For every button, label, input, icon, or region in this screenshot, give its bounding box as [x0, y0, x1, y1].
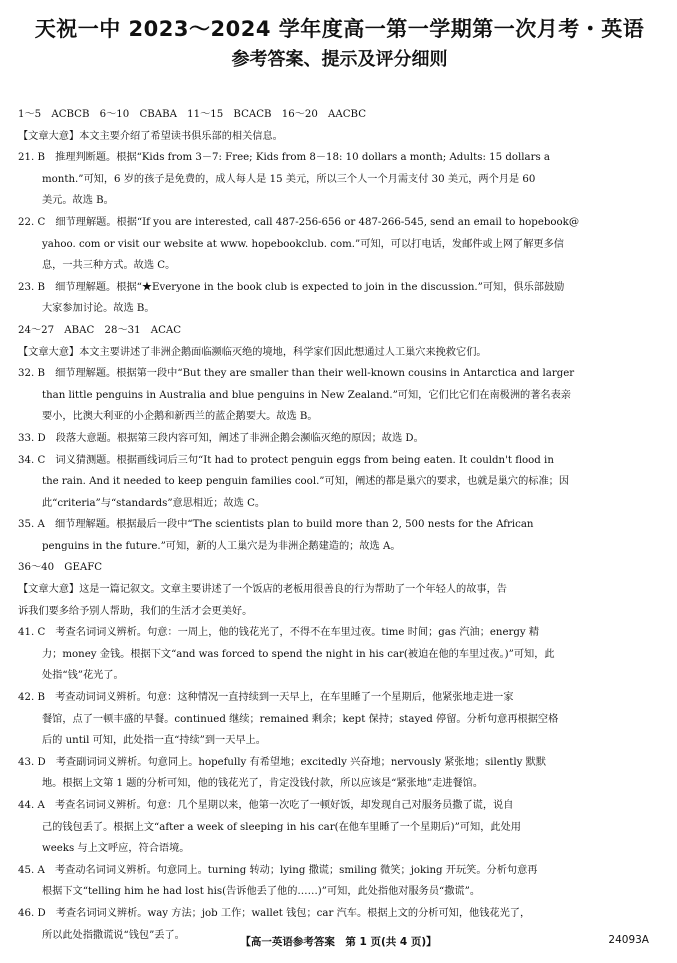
answer-content — [18, 104, 661, 946]
explanation-line: 35. A 细节理解题。根据最后一段中“The scientists plan to build more than 2, 500 nests for the African — [18, 519, 534, 531]
explanation-line: than little penguins in Australia and blue penguins in New Zealand.”可知，它们比它们在南极洲的著名表亲 — [42, 389, 571, 401]
explanation-line: 根据下文“telling him he had lost his(告诉他丢了他的……)”可知，此处指他对服务员“撒谎”。 — [42, 886, 481, 898]
answer-key-line: 1～5 ACBCB 6～10 CBABA 11～15 BCACB 16～20 AACBC — [18, 109, 367, 120]
explanation-line: 要小，比澳大利亚的小企鹅和新西兰的蓝企鹅要大。故选 B。 — [42, 411, 318, 423]
explanation-line: 后的 until 可知，此处指一直“持续”到一天早上。 — [42, 735, 266, 747]
passage-summary: 诉我们要多给予别人帮助，我们的生活才会更美好。 — [18, 605, 253, 617]
explanation-line: 34. C 词义猜测题。根据画线词后三句“It had to protect penguin eggs from being eaten. It couldn't flood in — [18, 454, 554, 466]
passage-summary: 【文章大意】本文主要讲述了非洲企鹅面临濒临灭绝的境地，科学家们因此想通过人工巢穴来挽救它们。 — [18, 346, 487, 358]
explanation-line: 所以此处指撒谎说“钱包”丢了。 — [42, 929, 185, 941]
explanation-line: 此“criteria”与“standards”意思相近；故选 C。 — [42, 497, 266, 509]
explanation-line: 处指“钱”花光了。 — [42, 670, 124, 682]
passage-summary: 【文章大意】这是一篇记叙文。文章主要讲述了一个饭店的老板用很善良的行为帮助了一个年轻人的故事，告 — [18, 584, 507, 596]
explanation-line: weeks 与上文呼应，符合语境。 — [42, 843, 190, 855]
explanation-line: 23. B 细节理解题。根据“★Everyone in the book club is expected to join in the discussion.”可知，俱乐部鼓励 — [18, 281, 565, 293]
explanation-line: month.”可知，6 岁的孩子是免费的，成人每人是 15 美元，所以三个人一个月需支付 30 美元，两个月是 60 — [42, 173, 536, 185]
answer-key-line: 24～27 ABAC 28～31 ACAC — [18, 324, 182, 336]
explanation-line: 45. A 考查动名词词义辨析。句意同上。turning 转动；lying 撒谎；smiling 微笑；joking 开玩笑。分析句意再 — [18, 864, 538, 876]
footer-code: 24093A — [608, 934, 649, 946]
explanation-line: 46. D 考查名词词义辨析。way 方法；job 工作；wallet 钱包；car 汽车。根据上文的分析可知，他钱花光了， — [18, 907, 531, 919]
page-footer — [0, 934, 677, 949]
explanation-line: 大家参加讨论。故选 B。 — [42, 303, 155, 315]
explanation-line: penguins in the future.”可知，新的人工巢穴是为非洲企鹅建造的；故选 A。 — [42, 540, 401, 552]
explanation-line: 42. B 考查动词词义辨析。句意：这种情况一直持续到一天早上，在车里睡了一个星期后，他紧张地走进一家 — [18, 692, 514, 704]
explanation-line: 41. C 考查名词词义辨析。句意：一周上，他的钱花光了，不得不在车里过夜。time 时间；gas 汽油；energy 精 — [18, 627, 540, 639]
footer-page-info: 【高一英语参考答案 第 1 页(共 4 页)】 — [240, 936, 437, 948]
answer-key-line: 36～40 GEAFC — [18, 562, 103, 574]
passage-summary: 【文章大意】本文主要介绍了希望读书俱乐部的相关信息。 — [18, 130, 283, 142]
explanation-line: 44. A 考查名词词义辨析。句意：几个星期以来，他第一次吃了一顿好饭，却发现自己对服务员撒了谎，说自 — [18, 800, 514, 811]
explanation-line: 己的钱包丢了。根据上文“after a week of sleeping in his car(在他车里睡了一个星期后)”可知，此处用 — [42, 821, 521, 833]
explanation-line: 力；money 金钱。根据下文“and was forced to spend the night in his car(被迫在他的车里过夜。)”可知，此 — [42, 648, 555, 660]
explanation-line: 美元。故选 B。 — [42, 195, 114, 207]
explanation-line: 32. B 细节理解题。根据第一段中“But they are smaller than their well-known cousins in Antarctica and larger — [18, 368, 575, 380]
explanation-line: 地。根据上文第 1 题的分析可知，他的钱花光了，肯定没钱付款，所以应该是“紧张地”走进餐馆。 — [42, 778, 484, 790]
explanation-line: 43. D 考查副词词义辨析。句意同上。hopefully 有希望地；excitedly 兴奋地；nervously 紧张地；silently 默默 — [18, 756, 547, 768]
explanation-line: yahoo. com or visit our website at www. hopebookclub. com.”可知，可以打电话，发邮件或上网了解更多信 — [42, 238, 564, 250]
page-subtitle: 参考答案、提示及评分细则 — [231, 49, 448, 70]
explanation-line: 21. B 推理判断题。根据“Kids from 3－7: Free; Kids from 8－18: 10 dollars a month; Adults: 15 dollars a — [18, 152, 550, 164]
page-title: 天祝一中 2023～2024 学年度高一第一学期第一次月考・英语 — [34, 17, 645, 41]
explanation-line: 33. D 段落大意题。根据第三段内容可知，阐述了非洲企鹅会濒临灭绝的原因；故选 D。 — [18, 432, 424, 444]
explanation-line: 22. C 细节理解题。根据“If you are interested, call 487-256-656 or 487-266-545, send an email to hopebook@ — [18, 216, 580, 228]
explanation-line: 息，一共三种方式。故选 C。 — [42, 260, 176, 272]
explanation-line: 餐馆，点了一顿丰盛的早餐。continued 继续；remained 剩余；kept 保持；stayed 停留。分析句意再根据空格 — [42, 713, 559, 725]
explanation-line: the rain. And it needed to keep penguin families cool.”可知，阐述的都是巢穴的要求，也就是巢穴的标准；因 — [42, 476, 570, 488]
